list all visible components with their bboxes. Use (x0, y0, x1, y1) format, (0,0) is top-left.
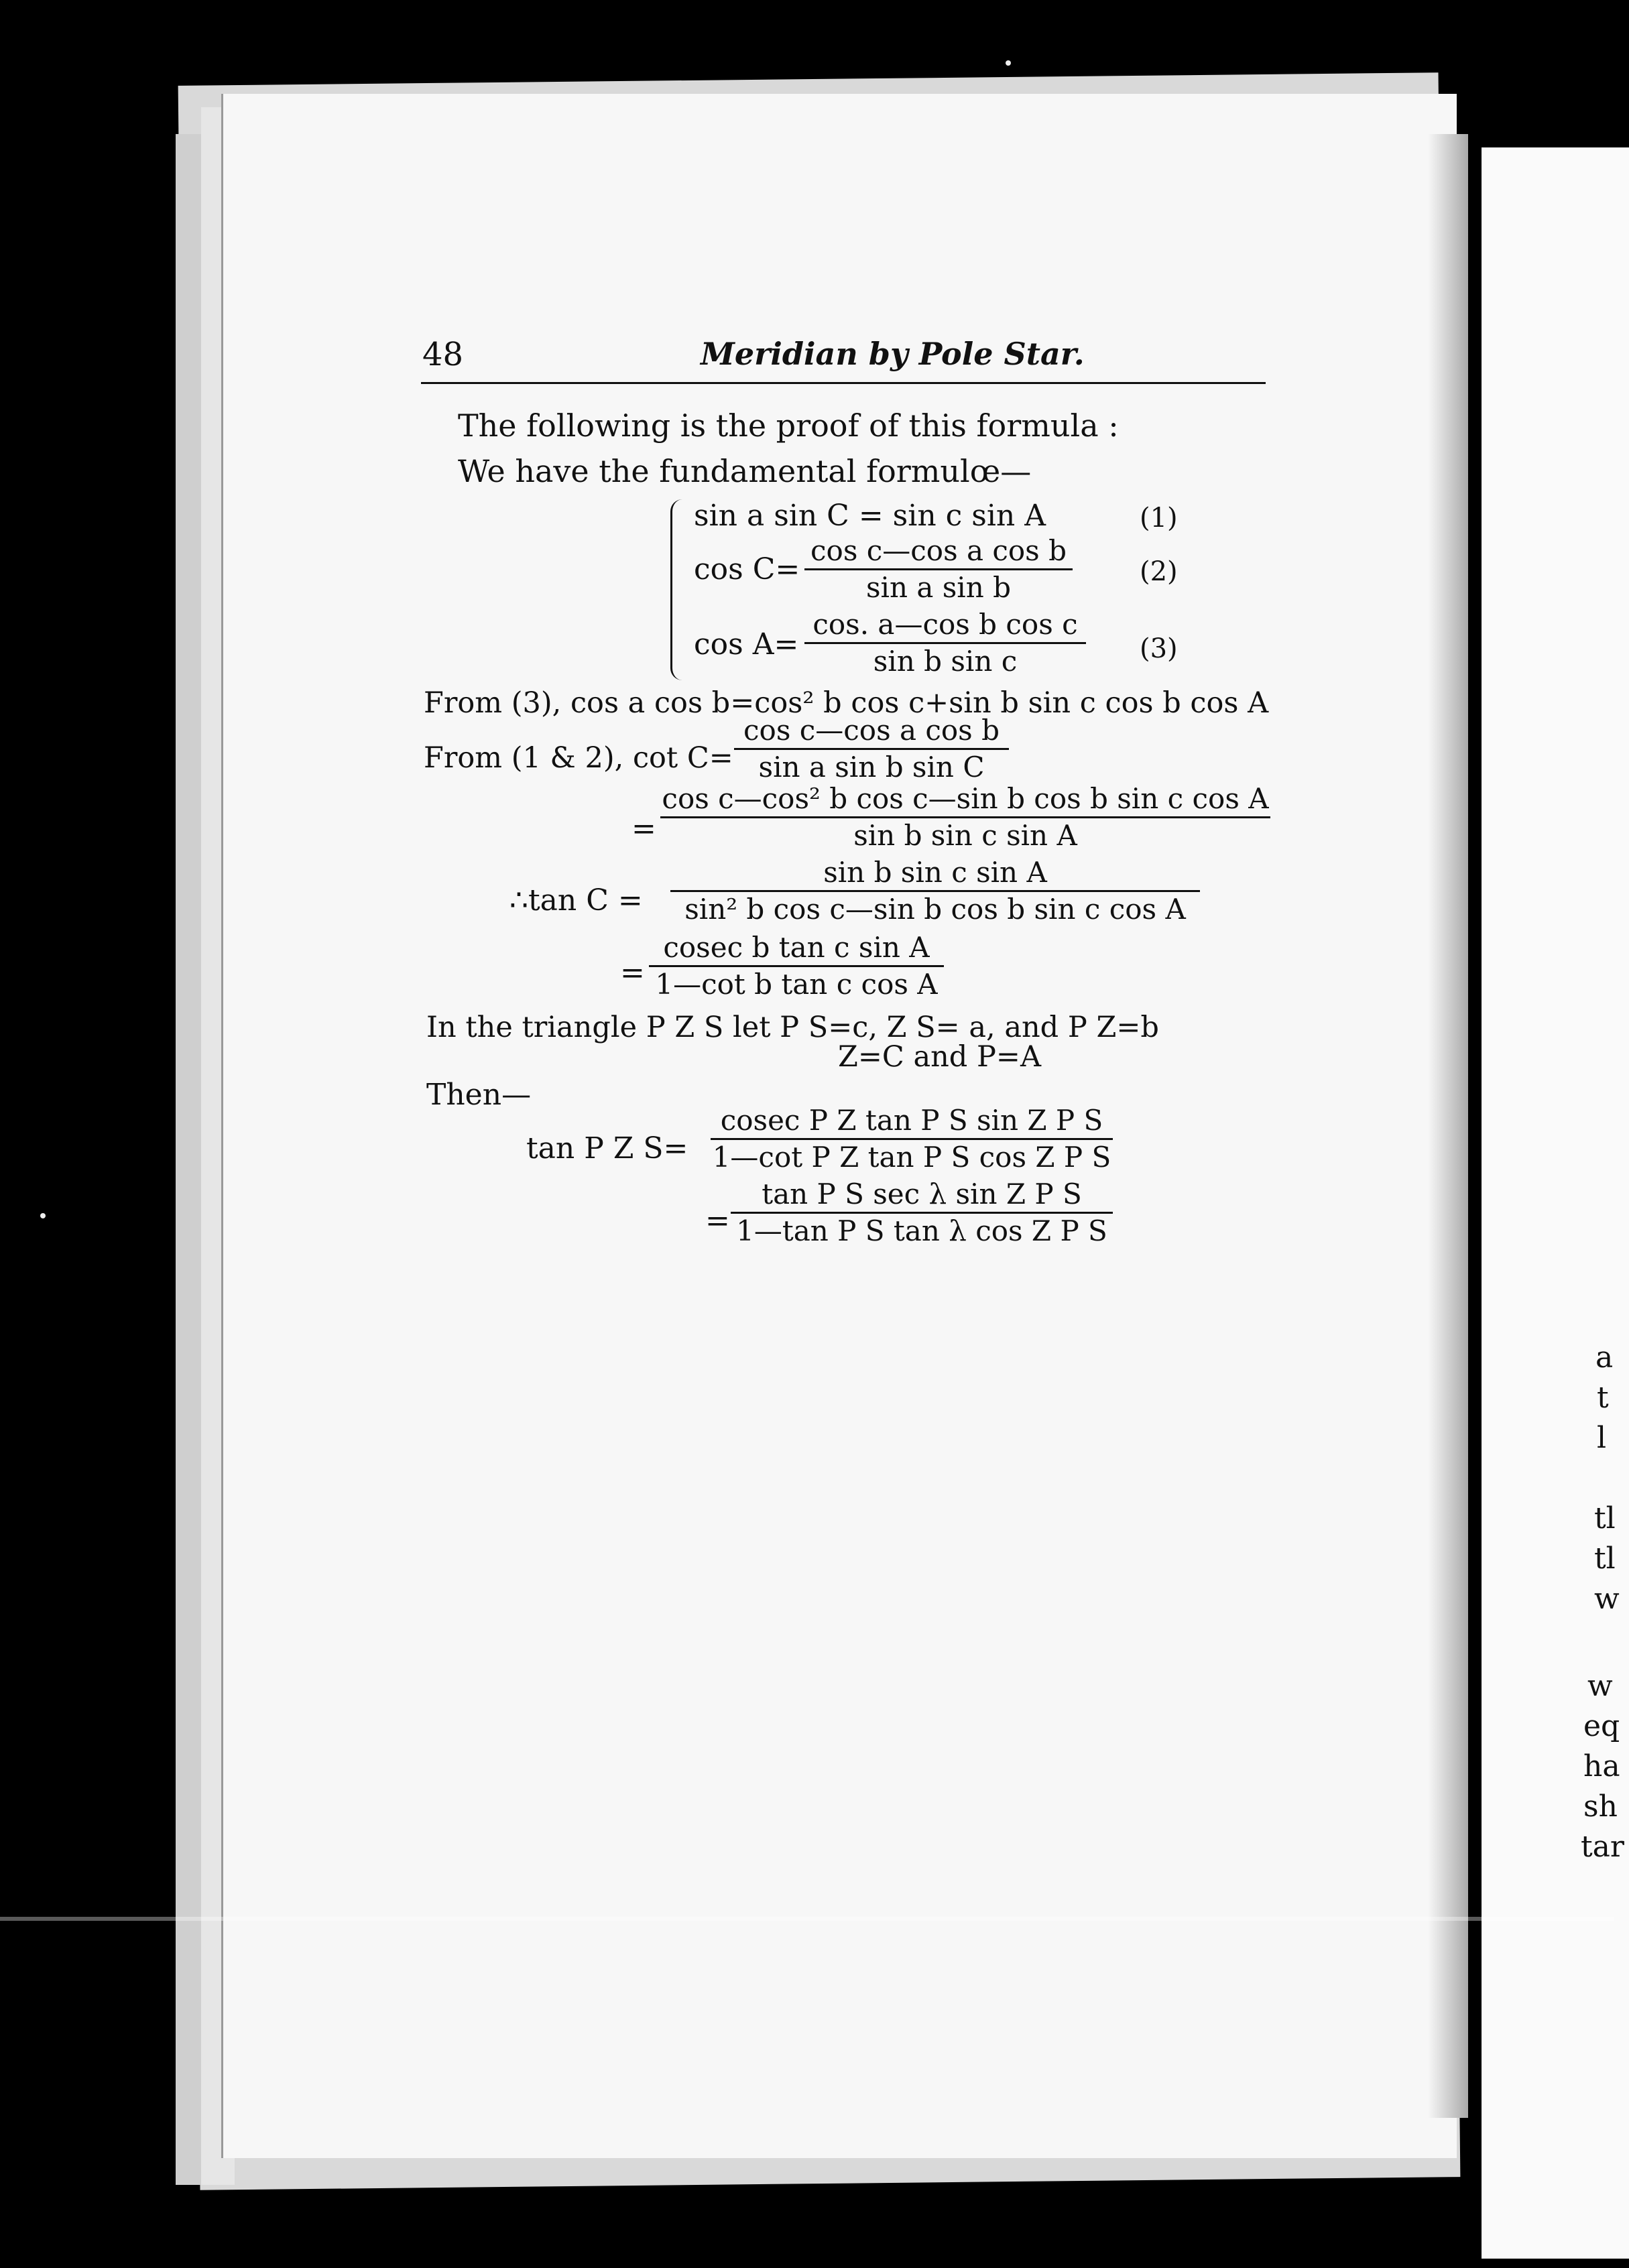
tanPZS-fraction-2 (731, 1180, 1113, 1246)
then-label: Then— (426, 1078, 532, 1112)
fraction-numerator: cos. a—cos b cos c (812, 608, 1078, 641)
facing-page-fragment: sh (1583, 1789, 1618, 1824)
intro-line: We have the fundamental formulœ— (458, 453, 1032, 489)
equation-number: (3) (1140, 633, 1178, 664)
facing-page-fragment: t (1597, 1381, 1609, 1415)
cosec-fraction (649, 933, 944, 999)
running-header: Meridian by Pole Star. (701, 336, 1085, 372)
fraction-bar (804, 642, 1086, 644)
header-rule (421, 382, 1266, 384)
fraction-bar (711, 1138, 1113, 1140)
page-number: 48 (422, 336, 464, 373)
fraction-bar (804, 568, 1073, 570)
equals-sign: = (620, 956, 645, 990)
fraction-numerator: cosec b tan c sin A (663, 931, 930, 964)
equation-number: (1) (1140, 503, 1178, 533)
fraction-denominator: 1—tan P S tan λ cos Z P S (736, 1214, 1107, 1248)
derivation-from-3: From (3), cos a cos b=cos² b cos c+sin b sin c cos b cos A (424, 686, 1269, 720)
fraction-numerator: cos c—cos² b cos c—sin b cos b sin c cos A (662, 782, 1269, 815)
fraction-denominator: sin² b cos c—sin b cos b sin c cos A (684, 893, 1186, 926)
triangle-angles: Z=C and P=A (838, 1040, 1042, 1074)
scan-speck (1006, 60, 1011, 66)
fraction-numerator: sin b sin c sin A (823, 856, 1047, 889)
derivation-from-1-2-lhs: From (1 & 2), cot C= (424, 741, 733, 775)
formula-2-lhs: cos C= (694, 552, 800, 586)
cotC-fraction (734, 716, 1009, 782)
triangle-definition: In the triangle P Z S let P S=c, Z S= a, and P Z=b (426, 1011, 1159, 1044)
fraction-bar (660, 816, 1270, 818)
page-gutter-shadow (1428, 134, 1468, 2118)
fraction-denominator: sin a sin b sin C (758, 751, 985, 784)
facing-page-fragment: eq (1583, 1709, 1620, 1743)
formula-1: sin a sin C = sin c sin A (694, 499, 1046, 533)
fraction-numerator: cosec P Z tan P S sin Z P S (720, 1104, 1103, 1137)
fraction-denominator: sin b sin c sin A (853, 819, 1077, 853)
intro-line: The following is the proof of this formula : (458, 407, 1119, 444)
expanded-fraction (660, 782, 1270, 853)
fraction-bar (734, 748, 1009, 750)
facing-page-fragment: ha (1583, 1749, 1620, 1783)
facing-page-fragment: tl (1594, 1501, 1616, 1535)
equals-sign: = (705, 1204, 730, 1238)
facing-page (1482, 147, 1629, 2259)
equation-number: (2) (1140, 556, 1178, 587)
tanPZS-lhs: tan P Z S= (526, 1131, 688, 1166)
fraction-numerator: cos c—cos a cos b (743, 714, 1000, 747)
formula-2-fraction (804, 536, 1073, 603)
facing-page-fragment: a (1595, 1340, 1614, 1375)
scan-speck (40, 1213, 46, 1218)
formula-brace (670, 499, 686, 680)
facing-page-fragment: w (1594, 1582, 1620, 1616)
fraction-bar (670, 890, 1200, 892)
fraction-denominator: 1—cot P Z tan P S cos Z P S (712, 1141, 1111, 1174)
fraction-denominator: 1—cot b tan c cos A (655, 968, 938, 1001)
tanPZS-fraction-1 (711, 1106, 1113, 1172)
scan-artifact-line (0, 1917, 1614, 1921)
fraction-numerator: cos c—cos a cos b (810, 534, 1067, 567)
tanC-lhs: ∴tan C = (509, 883, 643, 918)
equals-sign: = (631, 812, 656, 846)
formula-3-fraction (804, 610, 1086, 676)
facing-page-fragment: w (1587, 1669, 1613, 1703)
fraction-bar (649, 965, 944, 967)
fraction-numerator: tan P S sec λ sin Z P S (762, 1178, 1082, 1210)
facing-page-fragment: tar (1581, 1830, 1624, 1864)
facing-page-fragment: l (1597, 1421, 1607, 1455)
fraction-bar (731, 1212, 1113, 1214)
facing-page-fragment: tl (1594, 1541, 1616, 1576)
tanC-fraction (670, 858, 1200, 924)
fraction-denominator: sin a sin b (865, 571, 1012, 605)
fraction-denominator: sin b sin c (873, 645, 1018, 678)
formula-3-lhs: cos A= (694, 627, 799, 662)
